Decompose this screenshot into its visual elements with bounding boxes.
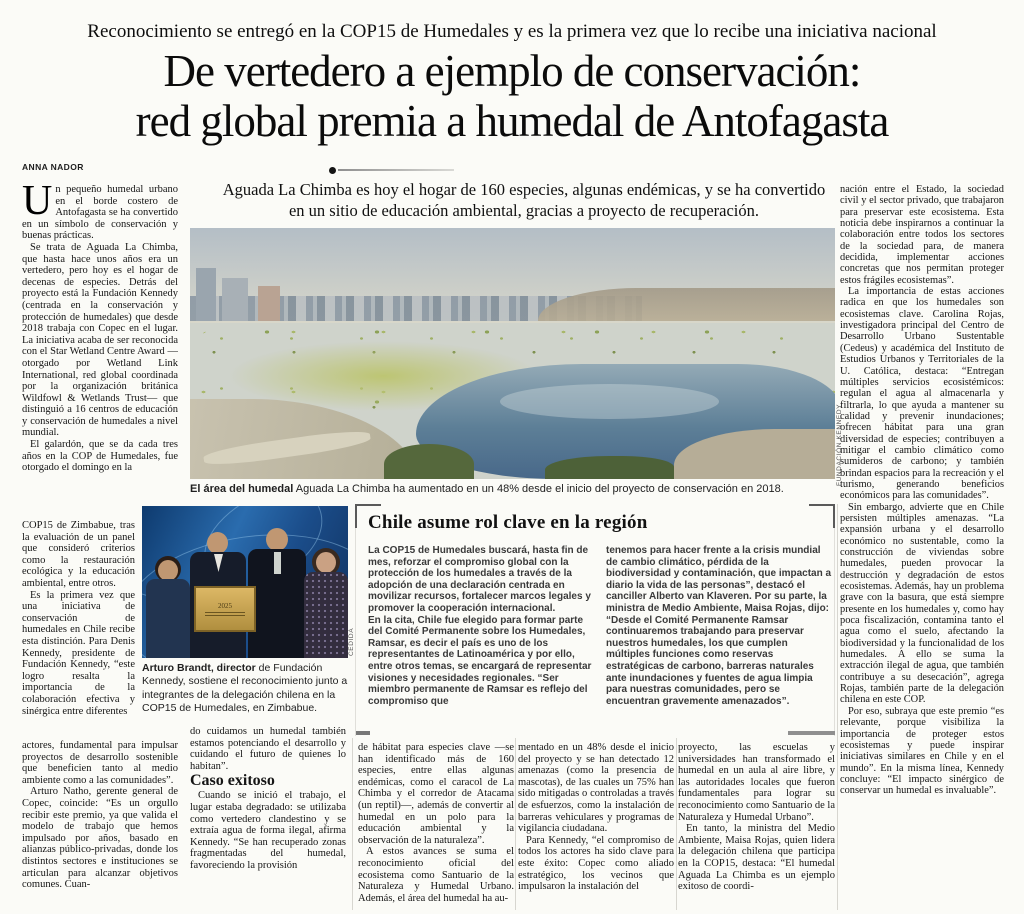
award-plaque bbox=[194, 586, 256, 632]
photo-building bbox=[222, 278, 248, 321]
award-ceremony-photo bbox=[142, 506, 348, 658]
paragraph: nación entre el Estado, la sociedad civil y el sector privado, que trabajaron para preservar este ecosistema. Esta noticia debe inspirarnos a continuar la colaboración entre todos los sectores de la sociedad para, de manera decidida, implementar acciones concretas que nos permitan proteger estos frágiles ecosistemas”. bbox=[840, 184, 1004, 286]
box-corner-tick bbox=[355, 504, 381, 506]
article-column-4-bottom bbox=[518, 742, 674, 912]
paragraph: tenemos para hacer frente a la crisis mundial de cambio climático, pérdida de la biodiversidad y contaminación, que impactan a diario la vida de las personas”, destacó el canciller Alberto van Klaveren. Por su parte, la ministra de Medio Ambiente, Maisa Rojas, dijo: “Desde el Comité Permanente Ramsar continuaremos trabajando para preservar nuestros humedales, los que cumplen múltiples funciones como reservas estratégicas de carbono, barreras naturales ante inundaciones y fuentes de agua limpia para nuestras comunidades, pero se encuentran gravemente amenazados”. bbox=[606, 545, 832, 707]
box-column-left bbox=[368, 545, 595, 727]
main-photo-caption: El área del humedal Aguada La Chimba ha aumentado en un 48% desde el inicio del proyecto de conservación en 2018. bbox=[190, 483, 784, 495]
lead-divider-line bbox=[338, 169, 454, 171]
box-corner-tick bbox=[356, 731, 370, 735]
article-column-2-bottom bbox=[190, 726, 346, 912]
article-column-1-bottom bbox=[22, 740, 178, 912]
paragraph: COP15 de Zimbabue, tras la evaluación de un panel que consideró criterios como la restauración ecológica y la educación ambiental, entre otros. bbox=[22, 520, 135, 589]
column-rule bbox=[515, 738, 516, 910]
paragraph: mentado en un 48% desde el inicio del proyecto y se han detectado 12 amenazas (como la presencia de mascotas), de las cuales un 75% han sido mitigadas o controladas a través de esfuerzos, como la instalación de barreras vehiculares y programas de vigilancia ciudadana. bbox=[518, 742, 674, 835]
photo-bush bbox=[384, 444, 474, 479]
box-column-right bbox=[606, 545, 833, 727]
dropcap: U bbox=[22, 184, 53, 224]
photo-water-reflection bbox=[500, 384, 719, 419]
caption-lead-in: El área del humedal bbox=[190, 483, 294, 495]
article-column-5-bottom bbox=[678, 742, 835, 912]
paragraph: do cuidamos un humedal también estamos potenciando el desarrollo y cuidando el futuro de quienes lo habitan”. bbox=[190, 726, 346, 772]
paragraph: Arturo Natho, gerente general de Copec, coincide: “Es un orgullo recibir este premio, ya que valida el modelo de trabajo que hemos impulsado por años, basado en alianzas público-privadas, donde los distintos sectores e instituciones se articulan para alcanzar objetivos comunes. Cuan- bbox=[22, 786, 178, 891]
lead-divider-dot bbox=[329, 167, 336, 174]
paragraph: Cuando se inició el trabajo, el lugar estaba degradado: se utilizaba como vertedero clandestino y se extraía agua de forma ilegal, afirma Kennedy. “Se han recuperado zonas fragmentadas del humedal, favoreciendo la provisión bbox=[190, 790, 346, 871]
paragraph: Por eso, subraya que este premio “es relevante, porque visibiliza la importancia de proteger estos ecosistemas y puede inspirar iniciativas similares en Chile y en el mundo”. En la misma línea, Kennedy concluye: “El impacto sinérgico de conservar un humedal es invaluable”. bbox=[840, 705, 1004, 797]
paragraph: Para Kennedy, “el compromiso de todos los actores ha sido clave para este éxito: Copec como aliado estratégico, los vecinos que impulsaron la instalación del bbox=[518, 834, 674, 893]
person-woman-left bbox=[146, 558, 190, 658]
article-column-1-top bbox=[22, 184, 178, 518]
paragraph: actores, fundamental para impulsar proyectos de desarrollo sostenible que beneficien tanto al medio ambiente como a las comunidades”. bbox=[22, 740, 178, 786]
paragraph: Es la primera vez que una iniciativa de conservación de humedales en Chile recibe esta distinción. Para Denis Kennedy, presidente de Fundación Kennedy, “este logro resalta la importancia de la colaboración efectiva y sinérgica entre diferentes bbox=[22, 589, 135, 717]
paragraph: En la cita, Chile fue elegido para formar parte del Comité Permanente sobre los Humedales, Ramsar, es decir el país es uno de los representantes de Latinoamérica y por ello, entre otros temas, se encargará de representar visiones y necesidades regionales. “Ser miembro permanente de Ramsar es reflejo del compromiso que bbox=[368, 614, 592, 707]
article-column-right bbox=[840, 184, 1004, 911]
award-photo-caption: Arturo Brandt, director de Fundación Kennedy, sostiene el reconocimiento junto a integrantes de la delegación chilena en la COP15 de Humedales, en Zimbabue. bbox=[142, 662, 348, 715]
box-border-left bbox=[355, 504, 356, 736]
column-rule bbox=[352, 738, 353, 910]
column-rule bbox=[837, 504, 838, 910]
paragraph: A estos avances se suma el reconocimiento oficial del ecosistema como Santuario de la Naturaleza y Humedal Urbano. Además, el área del humedal ha au- bbox=[358, 846, 514, 904]
byline: ANNA NADOR bbox=[22, 162, 84, 172]
paragraph: Sin embargo, advierte que en Chile persisten múltiples amenazas. “La expansión urbana y el desarrollo económico no sustentable, como la construcción de viviendas sobre humedales, pueden provocar la destrucción y degradación de estos ecosistemas. Además, hay un problema grave con la basura, que está siempre presente en los humedales y, como hay poca fiscalización, contamina tanto el agua como el suelo, afectando la biodiversidad y la funcionalidad de los humedales. A ello se suma la extracción ilegal de agua, que también contribuye a su desecación”, agrega Rojas, también parte de la delegación chilena en este COP. bbox=[840, 501, 1004, 706]
main-photo-wetland bbox=[190, 228, 835, 479]
person-woman-right bbox=[304, 550, 348, 658]
paragraph: La importancia de estas acciones radica en que los humedales son ecosistemas clave. Carolina Rojas, investigadora principal del Centro de Desarrollo Urbano Sustentable (Cedeus) y académica del Instituto de Estudios Urbanos y Territoriales de la U. Católica, destaca: “Entregan múltiples servicios ecosistémicos: regulan el agua al almacenarla y filtrarla, lo que ayuda a mantener su calidad y prevenir inundaciones; ofrecen hábitat para una gran diversidad de especies; contribuyen a mitigar el cambio climático como sumideros de carbono; y también brindan espacios para la recreación y el turismo, generando beneficios económicos para las comunidades”. bbox=[840, 286, 1004, 502]
photo-building bbox=[196, 268, 215, 321]
paragraph: En tanto, la ministra del Medio Ambiente, Maisa Rojas, quien lidera la delegación chilena que participa en la COP15, destaca: “El humedal Aguada La Chimba es un ejemplo exitoso de coordi- bbox=[678, 823, 835, 893]
award-photo-credit: CEDIDA bbox=[348, 627, 355, 656]
box-title: Chile asume rol clave en la región bbox=[368, 512, 648, 533]
article-column-3-bottom bbox=[358, 742, 514, 912]
paragraph: Un pequeño humedal urbano en el borde costero de Antofagasta se ha convertido en un símbolo de conservación y buenas prácticas. bbox=[22, 184, 178, 242]
subhead-caso-exitoso: Caso exitoso bbox=[190, 772, 275, 790]
box-corner-tick bbox=[809, 504, 835, 506]
paragraph: de hábitat para especies clave —se han identificado más de 160 especies, entre ellas algunas endémicas, como el caracol de La Chimba y el corredor de Atacama (un reptil)—, además de convertir al humedal en un polo para la educación ambiental y la observación de la naturaleza”. bbox=[358, 742, 514, 846]
person-man-right bbox=[248, 528, 306, 658]
box-border-right bbox=[834, 504, 835, 736]
article-column-1-narrow bbox=[22, 520, 135, 736]
photo-bush bbox=[545, 456, 674, 479]
plaque-year: 2025 bbox=[218, 602, 232, 610]
caption-lead-in: Arturo Brandt, director bbox=[142, 662, 256, 674]
box-corner-tick bbox=[833, 504, 835, 528]
column-rule bbox=[676, 738, 677, 910]
paragraph: La COP15 de Humedales buscará, hasta fin de mes, reforzar el compromiso global con la protección de los humedales a través de la adopción de una declaración centrada en movilizar recursos, fortalecer marcos legales y promover la cooperación internacional. bbox=[368, 545, 591, 614]
paragraph: El galardón, que se da cada tres años en la COP de Humedales, fue otorgado el domingo en la bbox=[22, 439, 178, 474]
paragraph: Se trata de Aguada La Chimba, que hasta hace unos años era un vertedero, pero hoy es el hogar de decenas de especies. Detrás del proyecto está la Fundación Kennedy (centrada en la conservación y protección de humedales) que desde 2018 trabaja con Copec en el lugar. La iniciativa acaba de ser reconocida con el Star Wetland Centre Award —otorgado por Wetland Link International, red global coordinada por la organización británica Wildfowl & Wetlands Trust— que distinguió a 16 centros de educación y conservación de humedales a nivel mundial. bbox=[22, 241, 178, 439]
main-photo-credit: FUNDACIÓN KENNEDY bbox=[836, 403, 843, 486]
headline-line1: De vertedero a ejemplo de conservación: bbox=[163, 46, 861, 96]
kicker: Reconocimiento se entregó en la COP15 de Humedales y es la primera vez que lo recibe una iniciativa nacional bbox=[87, 21, 937, 42]
lead-paragraph: Aguada La Chimba es hoy el hogar de 160 especies, algunas endémicas, y se ha convertido en un sitio de educación ambiental, gracias a proyecto de recuperación. bbox=[222, 180, 826, 220]
paragraph: proyecto, las escuelas y universidades han transformado el humedal en un aula al aire libre, y las autoridades locales que fueron fundamentales para lograr su reconocimiento como Santuario de la Naturaleza y Humedal Urbano”. bbox=[678, 742, 835, 823]
headline-line2: red global premia a humedal de Antofagasta bbox=[135, 96, 889, 146]
box-corner-tick bbox=[355, 504, 357, 528]
box-corner-tick bbox=[788, 731, 835, 735]
